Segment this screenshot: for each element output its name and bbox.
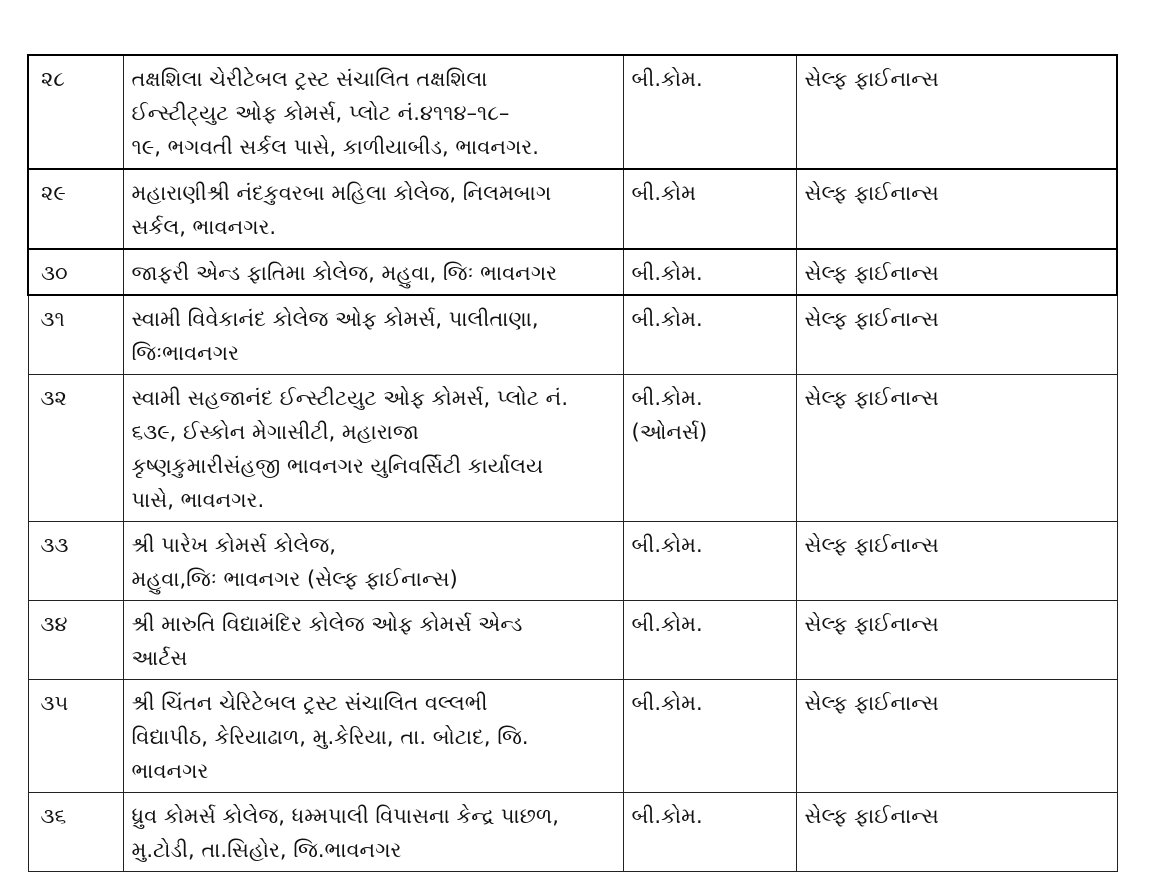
college-name-address xyxy=(123,169,623,249)
serial-number: ૩૬ xyxy=(28,793,123,872)
course xyxy=(623,793,796,872)
course-line: બી.કોમ. xyxy=(631,67,703,91)
name-line: ૬૩૯, ઈસ્કોન મેગાસીટી, મહારાજા xyxy=(131,420,419,444)
college-name-address xyxy=(123,601,623,680)
finance-type: સેલ્ફ ફાઈનાન્સ xyxy=(796,601,1117,680)
course-line: બી.કોમ. xyxy=(631,386,703,410)
finance-type: સેલ્ફ ફાઈનાન્સ xyxy=(796,169,1117,249)
name-line: ઈન્સ્ટીટ્યુટ ઓફ કોમર્સ, પ્લોટ નં.૪૧૧૪–૧૮– xyxy=(131,101,510,125)
serial-number: ૨૯ xyxy=(28,169,123,249)
serial-number: ૩૫ xyxy=(28,680,123,793)
serial-number: ૩૪ xyxy=(28,601,123,680)
name-line: મુ.ટોડી, તા.સિહોર, જિ.ભાવનગર xyxy=(131,838,402,862)
course xyxy=(623,680,796,793)
table-row xyxy=(28,793,1117,872)
finance-type: સેલ્ફ ફાઈનાન્સ xyxy=(796,249,1117,295)
finance-type: સેલ્ફ ફાઈનાન્સ xyxy=(796,295,1117,375)
name-line: ભાવનગર xyxy=(131,759,209,783)
course-line: બી.કોમ xyxy=(631,181,696,205)
college-name-address xyxy=(123,249,623,295)
serial-number: ૩૩ xyxy=(28,522,123,601)
course xyxy=(623,169,796,249)
name-line: સર્કલ, ભાવનગર. xyxy=(131,215,277,239)
finance-type: સેલ્ફ ફાઈનાન્સ xyxy=(796,680,1117,793)
name-line: પાસે, ભાવનગર. xyxy=(131,488,265,512)
name-line: વિદ્યાપીઠ, કેરિયાઢાળ, મુ.કેરિયા, તા. બોટાદ, જિ. xyxy=(131,725,529,749)
finance-type: સેલ્ફ ફાઈનાન્સ xyxy=(796,375,1117,522)
table-row xyxy=(28,601,1117,680)
finance-type: સેલ્ફ ફાઈનાન્સ xyxy=(796,793,1117,872)
course-line: બી.કોમ. xyxy=(631,307,703,331)
serial-number: ૩૧ xyxy=(28,295,123,375)
name-line: શ્રી પારેખ કોમર્સ કોલેજ, xyxy=(131,533,336,557)
name-line: જાફરી એન્ડ ફાતિમા કોલેજ, મહુવા, જિઃ ભાવનગર xyxy=(131,261,557,285)
college-name-address xyxy=(123,680,623,793)
course-line: (ઓનર્સ) xyxy=(631,420,708,444)
course-line: બી.કોમ. xyxy=(631,261,703,285)
table-row xyxy=(28,295,1117,375)
course xyxy=(623,522,796,601)
serial-number: ૩૨ xyxy=(28,375,123,522)
name-line: કૃષ્ણકુમારીસંહજી ભાવનગર યુનિવર્સિટી કાર્યાલય xyxy=(131,454,544,478)
college-table-body xyxy=(28,55,1117,872)
course xyxy=(623,249,796,295)
table-row xyxy=(28,169,1117,249)
course xyxy=(623,55,796,169)
table-row xyxy=(28,249,1117,295)
course xyxy=(623,375,796,522)
course xyxy=(623,601,796,680)
finance-type: સેલ્ફ ફાઈનાન્સ xyxy=(796,522,1117,601)
course-line: બી.કોમ. xyxy=(631,533,703,557)
name-line: શ્રી મારુતિ વિદ્યામંદિર કોલેજ ઓફ કોમર્સ એન્ડ xyxy=(131,612,523,636)
name-line: જિઃભાવનગર xyxy=(131,341,239,365)
name-line: ૧૯, ભગવતી સર્કલ પાસે, કાળીયાબીડ, ભાવનગર. xyxy=(131,135,539,159)
finance-type: સેલ્ફ ફાઈનાન્સ xyxy=(796,55,1117,169)
serial-number: ૨૮ xyxy=(28,55,123,169)
name-line: ધ્રુવ કોમર્સ કોલેજ, ધમ્મપાલી વિપાસના કેન્દ્ર પાછળ, xyxy=(131,804,559,828)
serial-number: ૩૦ xyxy=(28,249,123,295)
name-line: શ્રી ચિંતન ચેરિટેબલ ટ્રસ્ટ સંચાલિત વલ્લભી xyxy=(131,691,488,715)
college-name-address xyxy=(123,295,623,375)
college-name-address xyxy=(123,55,623,169)
course-line: બી.કોમ. xyxy=(631,804,703,828)
college-name-address xyxy=(123,793,623,872)
name-line: મહારાણીશ્રી નંદકુવરબા મહિલા કોલેજ, નિલમબાગ xyxy=(131,181,552,205)
course xyxy=(623,295,796,375)
table-row xyxy=(28,55,1117,169)
course-line: બી.કોમ. xyxy=(631,612,703,636)
name-line: સ્વામી સહજાનંદ ઈન્સ્ટીટયુટ ઓફ કોમર્સ, પ્લોટ નં. xyxy=(131,386,569,410)
table-row xyxy=(28,375,1117,522)
college-name-address xyxy=(123,375,623,522)
name-line: સ્વામી વિવેકાનંદ કોલેજ ઓફ કોમર્સ, પાલીતાણા, xyxy=(131,307,539,331)
name-line: તક્ષશિલા ચેરીટેબલ ટ્રસ્ટ સંચાલિત તક્ષશિલા xyxy=(131,67,488,91)
name-line: મહુવા,જિઃ ભાવનગર (સેલ્ફ ફાઈનાન્સ) xyxy=(131,567,458,591)
name-line: આર્ટસ xyxy=(131,646,188,670)
college-name-address xyxy=(123,522,623,601)
course-line: બી.કોમ. xyxy=(631,691,703,715)
table-row xyxy=(28,522,1117,601)
table-row xyxy=(28,680,1117,793)
college-list-table xyxy=(27,54,1118,872)
